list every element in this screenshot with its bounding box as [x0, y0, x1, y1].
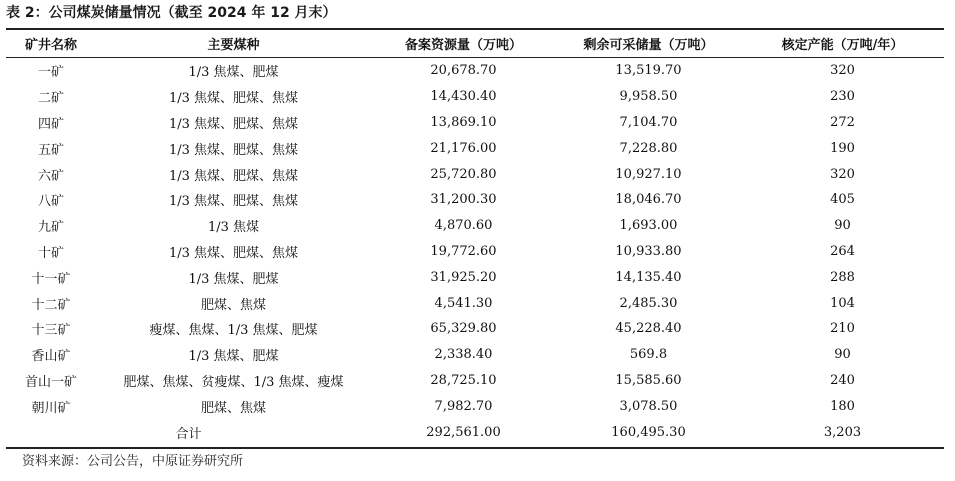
cell-mine-name: 十一矿: [31, 271, 71, 287]
table-title: 表 2：公司煤炭储量情况（截至 2024 年 12 月末）: [6, 5, 337, 21]
table-row: [6, 110, 944, 136]
cell-coal-type: 1/3 焦煤: [207, 220, 260, 236]
cell-coal-type: 1/3 焦煤、肥煤、焦煤: [168, 168, 299, 184]
cell-coal-type: 肥煤、焦煤: [200, 400, 266, 416]
total-remaining-reserves: 160,495.30: [611, 424, 686, 440]
header-coal-type: 主要煤种: [207, 38, 260, 53]
cell-remaining-reserves: 13,519.70: [615, 63, 682, 79]
cell-approved-capacity: 210: [830, 321, 855, 337]
cell-mine-name: 二矿: [37, 91, 64, 107]
cell-registered-resources: 21,176.00: [430, 140, 497, 156]
cell-registered-resources: 28,725.10: [430, 372, 497, 388]
table-row: [6, 264, 944, 290]
cell-mine-name: 一矿: [37, 65, 64, 81]
cell-remaining-reserves: 15,585.60: [615, 372, 682, 388]
cell-remaining-reserves: 3,078.50: [619, 398, 678, 414]
cell-coal-type: 1/3 焦煤、肥煤: [188, 65, 279, 81]
cell-registered-resources: 65,329.80: [430, 321, 497, 337]
table-header-row: [6, 30, 944, 57]
cell-approved-capacity: 405: [830, 192, 855, 208]
cell-coal-type: 1/3 焦煤、肥煤、焦煤: [168, 142, 299, 158]
cell-approved-capacity: 190: [830, 140, 855, 156]
cell-registered-resources: 14,430.40: [430, 89, 497, 105]
table-row: [6, 57, 944, 84]
cell-remaining-reserves: 14,135.40: [615, 269, 682, 285]
table-row: [6, 316, 944, 342]
cell-mine-name: 四矿: [37, 116, 64, 132]
cell-approved-capacity: 320: [830, 166, 855, 182]
cell-approved-capacity: 90: [834, 347, 851, 363]
cell-mine-name: 香山矿: [31, 349, 71, 365]
cell-coal-type: 肥煤、焦煤: [200, 297, 266, 313]
cell-remaining-reserves: 569.8: [629, 347, 668, 363]
cell-coal-type: 瘦煤、焦煤、1/3 焦煤、肥煤: [149, 323, 318, 339]
cell-approved-capacity: 230: [830, 89, 855, 105]
table-row: [6, 342, 944, 368]
cell-remaining-reserves: 7,228.80: [619, 140, 678, 156]
cell-mine-name: 十三矿: [31, 323, 71, 339]
cell-remaining-reserves: 9,958.50: [619, 89, 678, 105]
cell-registered-resources: 7,982.70: [434, 398, 493, 414]
cell-coal-type: 1/3 焦煤、肥煤: [188, 271, 279, 287]
total-registered-resources: 292,561.00: [426, 424, 501, 440]
cell-mine-name: 十矿: [37, 245, 64, 261]
table-row: [6, 84, 944, 110]
cell-remaining-reserves: 45,228.40: [615, 321, 682, 337]
bottom-rule: [6, 447, 944, 449]
table-row: [6, 161, 944, 187]
header-registered-resources: 备案资源量（万吨）: [404, 38, 522, 53]
cell-registered-resources: 19,772.60: [430, 243, 497, 259]
header-approved-capacity: 核定产能（万吨/年）: [781, 38, 904, 53]
cell-remaining-reserves: 10,927.10: [615, 166, 682, 182]
table-row: [6, 213, 944, 239]
table-row: [6, 239, 944, 265]
cell-remaining-reserves: 2,485.30: [619, 295, 678, 311]
cell-registered-resources: 31,925.20: [430, 269, 497, 285]
header-mine-name: 矿井名称: [24, 38, 77, 53]
cell-registered-resources: 4,870.60: [434, 218, 493, 234]
cell-coal-type: 1/3 焦煤、肥煤: [188, 349, 279, 365]
cell-coal-type: 1/3 焦煤、肥煤、焦煤: [168, 245, 299, 261]
cell-registered-resources: 13,869.10: [430, 114, 497, 130]
cell-registered-resources: 2,338.40: [434, 347, 493, 363]
cell-mine-name: 五矿: [37, 142, 64, 158]
cell-registered-resources: 31,200.30: [430, 192, 497, 208]
cell-mine-name: 八矿: [37, 194, 64, 210]
cell-remaining-reserves: 1,693.00: [619, 218, 678, 234]
table-row: [6, 393, 944, 419]
cell-remaining-reserves: 18,046.70: [615, 192, 682, 208]
total-approved-capacity: 3,203: [823, 424, 862, 440]
cell-approved-capacity: 90: [834, 218, 851, 234]
cell-mine-name: 九矿: [37, 220, 64, 236]
total-label: 合计: [175, 426, 202, 442]
cell-mine-name: 首山一矿: [24, 374, 77, 390]
cell-mine-name: 六矿: [37, 168, 64, 184]
table-row: [6, 135, 944, 161]
source-note: 资料来源：公司公告，中原证券研究所: [22, 454, 244, 469]
table-row: [6, 368, 944, 394]
cell-registered-resources: 4,541.30: [434, 295, 493, 311]
cell-approved-capacity: 272: [830, 114, 855, 130]
table-row: [6, 187, 944, 213]
cell-coal-type: 1/3 焦煤、肥煤、焦煤: [168, 91, 299, 107]
table-row: [6, 290, 944, 316]
cell-approved-capacity: 288: [830, 269, 855, 285]
cell-coal-type: 1/3 焦煤、肥煤、焦煤: [168, 194, 299, 210]
cell-approved-capacity: 180: [830, 398, 855, 414]
cell-remaining-reserves: 10,933.80: [615, 243, 682, 259]
cell-coal-type: 1/3 焦煤、肥煤、焦煤: [168, 116, 299, 132]
header-remaining-reserves: 剩余可采储量（万吨）: [583, 38, 714, 53]
table-body: [6, 57, 944, 445]
table-total-row: [6, 419, 944, 445]
cell-approved-capacity: 104: [830, 295, 855, 311]
cell-registered-resources: 20,678.70: [430, 63, 497, 79]
coal-reserves-table: [6, 30, 944, 445]
cell-approved-capacity: 320: [830, 63, 855, 79]
cell-approved-capacity: 240: [830, 372, 855, 388]
cell-coal-type: 肥煤、焦煤、贫瘦煤、1/3 焦煤、瘦煤: [123, 374, 344, 390]
cell-remaining-reserves: 7,104.70: [619, 114, 678, 130]
cell-mine-name: 十二矿: [31, 297, 71, 313]
cell-approved-capacity: 264: [830, 243, 855, 259]
cell-registered-resources: 25,720.80: [430, 166, 497, 182]
cell-mine-name: 朝川矿: [31, 400, 71, 416]
